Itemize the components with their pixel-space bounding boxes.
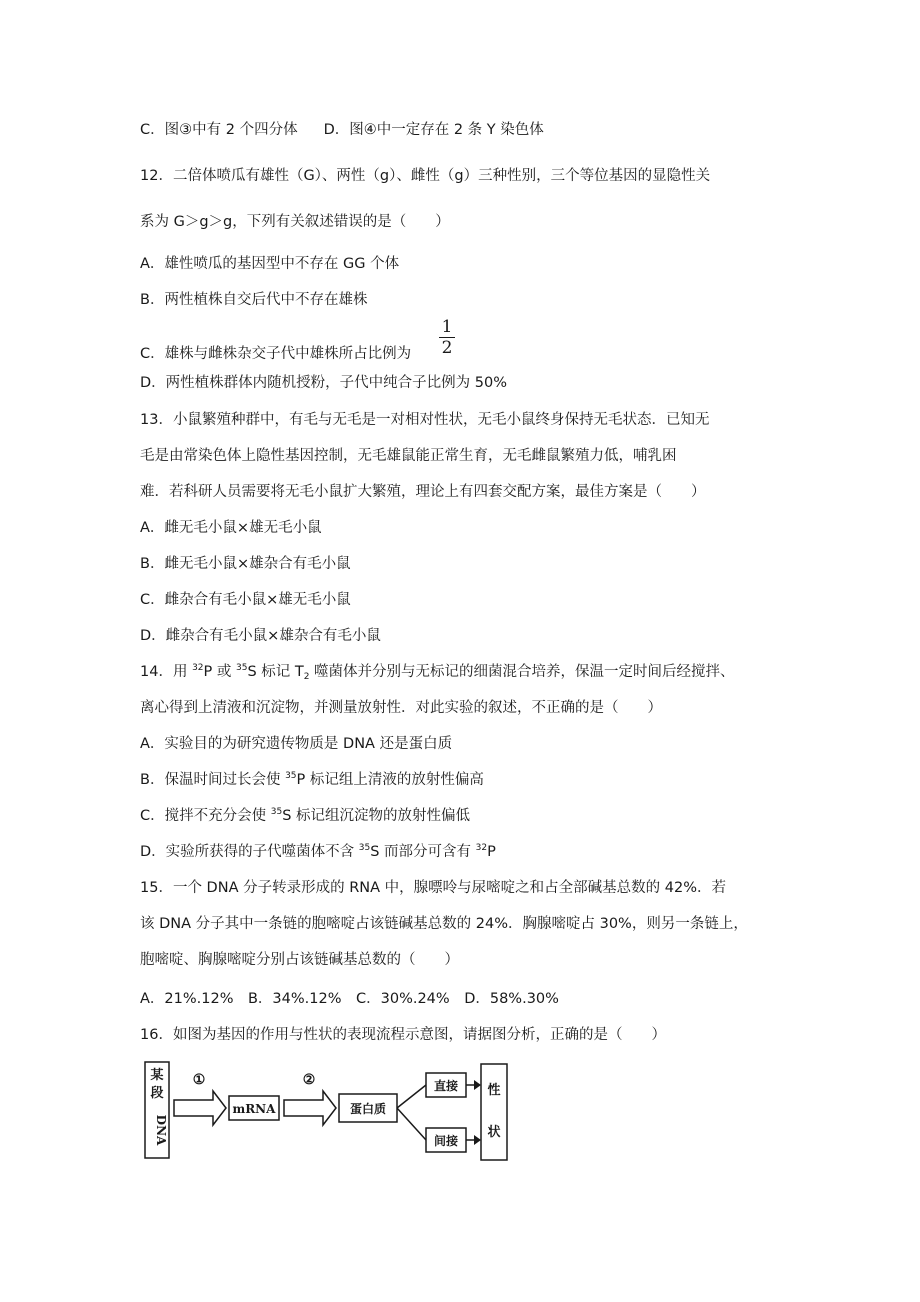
- q12-option-d: D．两性植株群体内随机授粉，子代中纯合子比例为 50%: [140, 375, 508, 391]
- indirect-label: 间接: [433, 1134, 459, 1148]
- step-1-label: ①: [192, 1072, 206, 1088]
- q13-stem-line3: 难．若科研人员需要将无毛小鼠扩大繁殖，理论上有四套交配方案，最佳方案是（ ）: [140, 484, 706, 500]
- q12-option-c-fraction: [437, 318, 457, 357]
- q13-stem-line2: 毛是由常染色体上隐性基因控制，无毛雄鼠能正常生育，无毛雌鼠繁殖力低，哺乳困: [140, 448, 677, 464]
- superscript: 32: [192, 663, 204, 673]
- option-text: S 标记组沉淀物的放射性偏低: [282, 808, 470, 824]
- q12-stem-line2: 系为 G＞g＞g，下列有关叙述错误的是（ ）: [140, 214, 450, 230]
- protein-label: 蛋白质: [349, 1102, 387, 1116]
- q15-options: A．21%.12% B．34%.12% C．30%.24% D．58%.30%: [140, 991, 559, 1007]
- q14-stem-text: S 标记 T: [247, 664, 304, 680]
- arrowhead-direct-icon: [474, 1080, 481, 1090]
- q14-stem-line2: 离心得到上清液和沉淀物，并测量放射性．对此实验的叙述，不正确的是（ ）: [140, 700, 662, 716]
- arrow-2-icon: [284, 1091, 336, 1125]
- q11-options: [140, 120, 544, 140]
- superscript: 35: [235, 663, 248, 673]
- q12-option-b: B．两性植株自交后代中不存在雄株: [140, 292, 368, 308]
- superscript: 35: [358, 843, 371, 853]
- option-text: P 标记组上清液的放射性偏高: [296, 772, 484, 788]
- q11-option-d: D．图④中一定存在 2 条 Y 染色体: [323, 122, 544, 138]
- option-text: C．搅拌不充分会使: [140, 808, 271, 824]
- gene-expression-flow-diagram: [143, 1060, 523, 1164]
- step-2-label: ②: [302, 1072, 316, 1088]
- direct-label: 直接: [433, 1079, 459, 1093]
- q14-stem-line1: [140, 662, 735, 682]
- trait-box: [481, 1064, 507, 1160]
- q13-stem-line1: 13．小鼠繁殖种群中，有毛与无毛是一对相对性状，无毛小鼠终身保持无毛状态．已知无: [140, 412, 710, 428]
- arrow-1-icon: [174, 1091, 226, 1125]
- dna-label-2: 段: [150, 1086, 164, 1101]
- q14-option-c: [140, 806, 470, 826]
- trait-label-1: 性: [487, 1083, 501, 1098]
- branch-line-upper: [397, 1085, 426, 1108]
- superscript: 32: [475, 843, 488, 853]
- trait-label-2: 状: [487, 1125, 501, 1140]
- q16-stem: 16．如图为基因的作用与性状的表现流程示意图，请据图分析，正确的是（ ）: [140, 1027, 666, 1043]
- fraction-denominator: 2: [441, 338, 453, 358]
- q11-option-c: C．图③中有 2 个四分体: [140, 122, 298, 138]
- q15-stem-line2: 该 DNA 分子其中一条链的胞嘧啶占该链碱基总数的 24%．胸腺嘧啶占 30%，则另一条链上，: [140, 916, 748, 932]
- q14-option-b: [140, 770, 484, 790]
- fraction-numerator: 1: [441, 317, 453, 337]
- option-text: P: [487, 844, 496, 860]
- arrowhead-indirect-icon: [474, 1135, 481, 1145]
- q12-stem-line1: 12．二倍体喷瓜有雄性（G）、两性（g）、雌性（g）三种性别，三个等位基因的显隐性关: [140, 168, 711, 184]
- superscript: 35: [270, 807, 283, 817]
- q14-stem-text: P 或: [203, 664, 236, 680]
- branch-line-lower: [397, 1108, 426, 1140]
- option-text: D．实验所获得的子代噬菌体不含: [140, 844, 359, 860]
- mrna-label: mRNA: [232, 1102, 276, 1116]
- q15-stem-line3: 胞嘧啶、胸腺嘧啶分别占该链碱基总数的（ ）: [140, 952, 459, 968]
- q13-option-d: D．雌杂合有毛小鼠×雄杂合有毛小鼠: [140, 628, 381, 644]
- q13-option-a: A．雌无毛小鼠×雄无毛小鼠: [140, 520, 322, 536]
- q14-option-a: A．实验目的为研究遗传物质是 DNA 还是蛋白质: [140, 736, 453, 752]
- q12-option-a: A．雄性喷瓜的基因型中不存在 GG 个体: [140, 256, 400, 272]
- superscript: 35: [285, 771, 297, 781]
- option-text: B．保温时间过长会使: [140, 772, 286, 788]
- q13-option-c: C．雌杂合有毛小鼠×雄无毛小鼠: [140, 592, 351, 608]
- q14-stem-text: 噬菌体并分别与无标记的细菌混合培养，保温一定时间后经搅拌、: [309, 664, 735, 680]
- q13-option-b: B．雌无毛小鼠×雄杂合有毛小鼠: [140, 556, 351, 572]
- q15-stem-line1: 15．一个 DNA 分子转录形成的 RNA 中，腺嘌呤与尿嘧啶之和占全部碱基总数的 42%．若: [140, 880, 726, 896]
- subscript: 2: [303, 672, 310, 682]
- option-text: S 而部分可含有: [370, 844, 476, 860]
- dna-label-1: 某: [150, 1068, 164, 1083]
- dna-label-3: DNA: [154, 1114, 168, 1146]
- q14-option-d: [140, 842, 496, 862]
- q14-stem-text: 14．用: [140, 664, 193, 680]
- q12-option-c: C．雄株与雌株杂交子代中雄株所占比例为: [140, 346, 412, 362]
